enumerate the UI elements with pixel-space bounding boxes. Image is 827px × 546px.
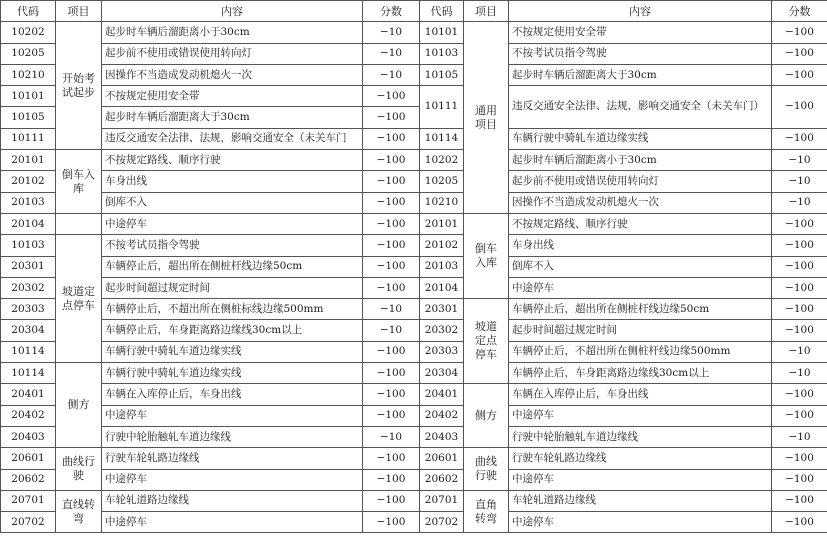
- header-content-right: 内容: [509, 1, 772, 22]
- left-content: 起步时间超过规定时间: [102, 277, 363, 298]
- left-code: 20303: [1, 299, 56, 320]
- right-score: −100: [772, 86, 827, 129]
- left-project: 开始考试起步: [56, 22, 102, 150]
- table-row: [1, 64, 827, 85]
- table-row: [1, 128, 827, 149]
- table-row: [1, 192, 827, 213]
- right-score: −100: [772, 128, 827, 149]
- right-code: 20403: [420, 426, 464, 447]
- right-code: 10202: [420, 150, 464, 171]
- table-row: [1, 426, 827, 447]
- table-body: [1, 22, 827, 533]
- right-code: 20101: [420, 213, 464, 234]
- right-content: 不按规定路线、顺序行驶: [509, 213, 772, 234]
- table-row: [1, 235, 827, 256]
- left-code: 20304: [1, 320, 56, 341]
- left-project: 直线转弯: [56, 490, 102, 533]
- right-project: 坡道定点停车: [464, 299, 509, 384]
- left-score: −100: [363, 469, 420, 490]
- left-score: −100: [363, 107, 420, 128]
- right-score: −100: [772, 43, 827, 64]
- right-content: 倒库不入: [509, 256, 772, 277]
- right-code: 20102: [420, 235, 464, 256]
- header-score-left: 分数: [363, 1, 420, 22]
- left-content: 起步时车辆后溜距离大于30cm: [102, 107, 363, 128]
- left-score: −100: [363, 277, 420, 298]
- right-content: 起步时车辆后溜距离大于30cm: [509, 64, 772, 85]
- left-score: −100: [363, 171, 420, 192]
- header-content-left: 内容: [102, 1, 363, 22]
- right-score: −10: [772, 426, 827, 447]
- right-code: 20602: [420, 469, 464, 490]
- right-code: 20303: [420, 341, 464, 362]
- right-score: −10: [772, 150, 827, 171]
- left-score: −10: [363, 22, 420, 43]
- left-content: 不按规定使用安全带: [102, 86, 363, 107]
- right-code: 10111: [420, 86, 464, 129]
- right-score: −10: [772, 363, 827, 384]
- left-content: 起步前不使用或错误使用转向灯: [102, 43, 363, 64]
- table-row: [1, 213, 827, 234]
- header-project-right: 项目: [464, 1, 509, 22]
- table-row: [1, 299, 827, 320]
- right-content: 车身出线: [509, 235, 772, 256]
- right-code: 10205: [420, 171, 464, 192]
- left-content: 车辆停止后，车身距离路边缘线30cm以上: [102, 320, 363, 341]
- right-project: 曲线行驶: [464, 448, 509, 491]
- table-row: [1, 256, 827, 277]
- right-content: 因操作不当造成发动机熄火一次: [509, 192, 772, 213]
- left-score: −10: [363, 320, 420, 341]
- right-score: −10: [772, 341, 827, 362]
- right-score: −100: [772, 64, 827, 85]
- left-score: −10: [363, 426, 420, 447]
- left-score: −100: [363, 213, 420, 234]
- left-score: −100: [363, 490, 420, 511]
- left-code: 10111: [1, 128, 56, 149]
- right-code: 10103: [420, 43, 464, 64]
- table-row: [1, 171, 827, 192]
- left-code: 20302: [1, 277, 56, 298]
- left-score: −100: [363, 256, 420, 277]
- right-content: 不按规定使用安全带: [509, 22, 772, 43]
- left-code: 20401: [1, 384, 56, 405]
- left-code: 20701: [1, 490, 56, 511]
- right-content: 不按考试员指令驾驶: [509, 43, 772, 64]
- left-content: 车辆停止后，不超出所在侧桩标线边缘500mm: [102, 299, 363, 320]
- right-project: 通用项目: [464, 22, 509, 214]
- right-score: −10: [772, 171, 827, 192]
- left-code: 20101: [1, 150, 56, 171]
- right-code: 20302: [420, 320, 464, 341]
- left-code: 20403: [1, 426, 56, 447]
- left-content: 车身出线: [102, 171, 363, 192]
- right-code: 20104: [420, 277, 464, 298]
- table-row: [1, 22, 827, 43]
- right-content: 车辆停止后，不超出所在侧桩杆线边缘500mm: [509, 341, 772, 362]
- header-code-right: 代码: [420, 1, 464, 22]
- right-project: 直角转弯: [464, 490, 509, 533]
- right-score: −100: [772, 405, 827, 426]
- left-code: 10114: [1, 341, 56, 362]
- left-content: 中途停车: [102, 512, 363, 533]
- right-code: 20304: [420, 363, 464, 384]
- right-code: 20402: [420, 405, 464, 426]
- right-content: 中途停车: [509, 512, 772, 533]
- right-code: 20301: [420, 299, 464, 320]
- left-code: 10114: [1, 363, 56, 384]
- right-score: −100: [772, 235, 827, 256]
- left-code: 20301: [1, 256, 56, 277]
- left-project: 侧方: [56, 363, 102, 448]
- left-score: −10: [363, 64, 420, 85]
- left-code: 20702: [1, 512, 56, 533]
- left-content: 违反交通安全法律、法规，影响交通安全（未关车门: [102, 128, 363, 149]
- right-content: 中途停车: [509, 405, 772, 426]
- left-score: −100: [363, 341, 420, 362]
- left-score: −100: [363, 512, 420, 533]
- left-score: −100: [363, 128, 420, 149]
- left-content: 因操作不当造成发动机熄火一次: [102, 64, 363, 85]
- left-project: [56, 213, 102, 234]
- right-code: 20103: [420, 256, 464, 277]
- header-row: [1, 1, 827, 22]
- left-content: 车轮轧道路边缘线: [102, 490, 363, 511]
- table-row: [1, 448, 827, 469]
- table-row: [1, 363, 827, 384]
- right-code: 20702: [420, 512, 464, 533]
- right-score: −100: [772, 448, 827, 469]
- left-code: 10103: [1, 235, 56, 256]
- right-score: −100: [772, 512, 827, 533]
- left-content: 车辆在入库停止后，车身出线: [102, 384, 363, 405]
- right-content: 起步时间超过规定时间: [509, 320, 772, 341]
- right-content: 中途停车: [509, 277, 772, 298]
- right-score: −100: [772, 213, 827, 234]
- right-content: 行驶车轮轧路边缘线: [509, 448, 772, 469]
- left-score: −100: [363, 192, 420, 213]
- table-row: [1, 320, 827, 341]
- table-row: [1, 490, 827, 511]
- left-content: 车辆行驶中骑轧车道边缘实线: [102, 341, 363, 362]
- left-content: 不按考试员指令驾驶: [102, 235, 363, 256]
- left-content: 车辆行驶中骑轧车道边缘实线: [102, 363, 363, 384]
- table-row: [1, 43, 827, 64]
- right-code: 10101: [420, 22, 464, 43]
- left-code: 10205: [1, 43, 56, 64]
- left-score: −100: [363, 448, 420, 469]
- right-code: 10210: [420, 192, 464, 213]
- right-score: −100: [772, 490, 827, 511]
- left-score: −100: [363, 363, 420, 384]
- left-code: 10101: [1, 86, 56, 107]
- right-score: −100: [772, 277, 827, 298]
- left-code: 10210: [1, 64, 56, 85]
- left-score: −10: [363, 43, 420, 64]
- left-code: 20103: [1, 192, 56, 213]
- left-code: 10105: [1, 107, 56, 128]
- left-content: 倒库不入: [102, 192, 363, 213]
- left-code: 10202: [1, 22, 56, 43]
- left-content: 不按规定路线、顺序行驶: [102, 150, 363, 171]
- right-project: 侧方: [464, 384, 509, 448]
- right-code: 10105: [420, 64, 464, 85]
- table-row: [1, 341, 827, 362]
- right-content: 车轮轧道路边缘线: [509, 490, 772, 511]
- table-row: [1, 512, 827, 533]
- left-score: −100: [363, 384, 420, 405]
- right-code: 20601: [420, 448, 464, 469]
- right-content: 车辆行驶中骑轧车道边缘实线: [509, 128, 772, 149]
- right-score: −100: [772, 320, 827, 341]
- table-row: [1, 405, 827, 426]
- left-code: 20104: [1, 213, 56, 234]
- right-score: −100: [772, 256, 827, 277]
- left-code: 20602: [1, 469, 56, 490]
- left-content: 中途停车: [102, 213, 363, 234]
- left-score: −100: [363, 235, 420, 256]
- left-project: 曲线行驶: [56, 448, 102, 491]
- header-project-left: 项目: [56, 1, 102, 22]
- right-score: −100: [772, 22, 827, 43]
- left-content: 起步时车辆后溜距离小于30cm: [102, 22, 363, 43]
- left-project: 倒车入库: [56, 150, 102, 214]
- left-code: 20402: [1, 405, 56, 426]
- left-score: −10: [363, 299, 420, 320]
- header-score-right: 分数: [772, 1, 827, 22]
- right-content: 中途停车: [509, 469, 772, 490]
- header-code-left: 代码: [1, 1, 56, 22]
- right-content: 违反交通安全法律、法规，影响交通安全（未关车门）: [509, 86, 772, 129]
- left-project: 坡道定点停车: [56, 235, 102, 363]
- left-content: 行驶中轮胎触轧车道边缘线: [102, 426, 363, 447]
- left-content: 车辆停止后，超出所在侧桩杆线边缘50cm: [102, 256, 363, 277]
- right-content: 车辆在入库停止后，车身出线: [509, 384, 772, 405]
- right-content: 行驶中轮胎触轧车道边缘线: [509, 426, 772, 447]
- right-score: −100: [772, 384, 827, 405]
- left-code: 20102: [1, 171, 56, 192]
- right-code: 10114: [420, 128, 464, 149]
- right-code: 20701: [420, 490, 464, 511]
- left-score: −100: [363, 86, 420, 107]
- right-score: −10: [772, 192, 827, 213]
- right-content: 车辆停止后，超出所在侧桩杆线边缘50cm: [509, 299, 772, 320]
- left-content: 中途停车: [102, 405, 363, 426]
- table-row: [1, 86, 827, 107]
- right-score: −100: [772, 469, 827, 490]
- right-content: 起步前不使用或错误使用转向灯: [509, 171, 772, 192]
- table-row: [1, 469, 827, 490]
- left-code: 20601: [1, 448, 56, 469]
- table-row: [1, 277, 827, 298]
- left-content: 中途停车: [102, 469, 363, 490]
- left-score: −100: [363, 150, 420, 171]
- right-project: 倒车入库: [464, 213, 509, 298]
- right-code: 20401: [420, 384, 464, 405]
- right-score: −100: [772, 299, 827, 320]
- right-content: 车辆停止后，车身距离路边缘线30cm以上: [509, 363, 772, 384]
- left-score: −100: [363, 405, 420, 426]
- left-content: 行驶车轮轧路边缘线: [102, 448, 363, 469]
- right-content: 起步时车辆后溜距离小于30cm: [509, 150, 772, 171]
- table-row: [1, 384, 827, 405]
- table-row: [1, 150, 827, 171]
